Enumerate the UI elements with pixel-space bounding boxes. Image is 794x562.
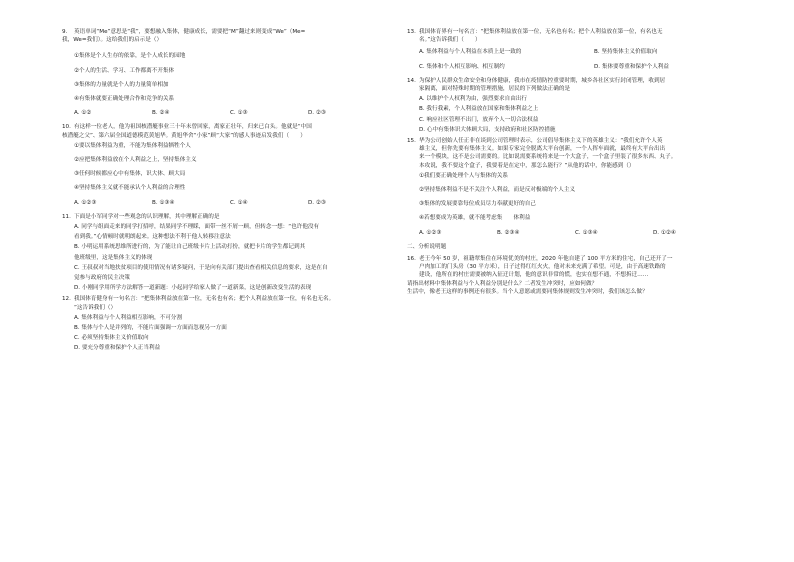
question-stem: 有这样一位老人，他为祖国核潜艇事业三十年未曾回家，离家正壮年，归来已白头。他就是“中国 — [74, 124, 312, 131]
option-d: D. 集体要尊重和保护个人利益 — [594, 63, 669, 70]
option-c: C. 集体和个人相互影响、相互制约 — [419, 63, 505, 70]
option-row — [419, 63, 752, 71]
question-number: 14. — [407, 77, 416, 84]
right-column — [407, 28, 752, 299]
question-15 — [407, 137, 752, 237]
question-number: 13. — [407, 29, 416, 35]
question-stem: 我，We=我们）。这给我们的启示是（） — [62, 37, 163, 44]
option-a: A. 以维护个人权利为由，强烈要求自由出行 — [419, 96, 527, 103]
question-stem: 建设，他所在的村庄需要被纳入征迁计划，他的意识非常的慌，也实在想不通，不想拆迁…… — [419, 272, 649, 279]
option-b-cont: 他班级里，这是集体主义的体现 — [74, 254, 153, 261]
option-b: B. 坚持集体主义价值取向 — [594, 49, 658, 56]
left-column — [62, 28, 407, 356]
statement-item: ①集体是个人生存的依靠，是个人成长的园地 — [74, 53, 186, 60]
question-13 — [407, 28, 752, 71]
answer-choices — [419, 229, 752, 237]
choice-b: B. ②④ — [152, 110, 170, 117]
statement-item: ④若想要成为英雄，就不能考虑集 体利益 — [419, 215, 531, 222]
option-c: C. 必须坚持集体主义价值取向 — [74, 335, 149, 342]
choice-c: C. ①④ — [230, 199, 248, 206]
question-stem: 户肉加工的门头房（30 平方米），日子过得红红火火，他对未来充满了希望。可是，由于高速铁路的 — [419, 264, 666, 271]
option-row — [419, 48, 752, 56]
statement-item: ①要以集体利益为重，不能为集体利益牺牲个人 — [74, 142, 191, 149]
question-stem: 下面是小军同学对一些观念的认识理解，其中理解正确的是 — [74, 213, 220, 220]
statement-item: ④坚持集体主义就不能承认个人利益的合理性 — [74, 185, 186, 192]
question-stem: 我国体育健身有一句名言：“把集体利益放在第一位，无名也有名；把个人利益放在第一位，有名也无名。 — [74, 296, 335, 303]
statement-item: ②坚持集体利益不是不关注个人利益，而是反对极端的个人主义 — [419, 187, 576, 194]
statement-item: ④有集体就要正确处理合作和竞争的关系 — [74, 96, 175, 103]
choice-c: C. ①③ — [230, 110, 248, 117]
option-d: D. 要充分尊重和保护个人正当利益 — [74, 345, 161, 352]
statement-item: ③集体的力量就是个人的力量简单相加 — [74, 81, 169, 88]
question-number: 9. — [62, 29, 68, 35]
question-stem: 老王今年 50 岁，祖籍翠集住在环境优美的村庄，2020 年他自建了 100 平方米的住宅，自己还开了一 — [419, 256, 673, 263]
question-12 — [62, 295, 407, 352]
option-d: D. 小刚同学用所学方法解答一道新题：小起同学给家人做了一道新菜，这是创新改变生活的表现 — [74, 285, 312, 292]
question-9 — [62, 28, 407, 117]
question-16 — [407, 255, 752, 296]
question-prompt: 生活中，像老王这样的事例还有很多。当个人意愿或需要同集体规则发生冲突时，我们该怎么做？ — [407, 288, 648, 295]
choice-c: C. ①③④ — [575, 229, 598, 236]
choice-b: B. ②③④ — [497, 229, 520, 236]
statement-item: ③任何时候都应心中有集体，识大体、顾大局 — [74, 171, 186, 178]
question-number: 11. — [62, 213, 71, 220]
choice-a: A. ①②③ — [74, 199, 97, 206]
choice-b: B. ①③④ — [152, 199, 175, 206]
choice-a: A. ①② — [74, 110, 92, 117]
question-stem: 核潜艇之父”、第六届全国道德模范黄旭华。黄旭华舍“小家”顾“大家”的感人事迹启发我们（ ） — [62, 132, 306, 139]
option-c-cont: 觉参与政府的民主决策 — [74, 275, 130, 282]
choice-d: D. ②③ — [308, 110, 326, 117]
option-b: B. 小明运用系统思维所进行的，为了能让自己班级卡片上活动打扮，就把卡片的学生都记到其 — [74, 244, 306, 251]
question-number: 10. — [62, 124, 71, 131]
question-stem: 华为公司创始人任正非在谈到公司管理时表示，公司倡导集体主义下的英雄主义：“我们允许个人英 — [419, 138, 663, 145]
question-10 — [62, 123, 407, 206]
question-prompt: 请指出材料中集体利益与个人利益分别是什么？二者发生冲突时，应如何做？ — [407, 280, 598, 287]
option-d: D. 心中有集体识大体顾大局，支持政府和社区防控措施 — [419, 126, 556, 133]
question-stem: 家隔离，面对特殊时期的管理措施，居民的下列做法正确的是 — [419, 86, 571, 93]
answer-choices — [74, 109, 407, 117]
option-a-cont: 看到我。”心情顿时就明朗起来。这种想法不利于他人转移注意法 — [74, 234, 231, 241]
question-stem: ”这告诉我们（） — [74, 304, 117, 311]
question-number: 12. — [62, 296, 71, 303]
question-stem: 为保护人民群众生命安全和身体健康，我市在疫情防控重要时期，城乡各社区实行封闭管理，收到居 — [419, 77, 666, 84]
statement-item: ③集体的发展要靠每位成员尽力奉献更好的自己 — [419, 201, 536, 208]
question-stem: 本攻说，我不要这个盒子，我要着是在定中，那怎么能行？”从他的话中，你能感到（） — [419, 162, 635, 169]
question-number: 16. — [407, 256, 416, 263]
choice-d: D. ①②④ — [653, 229, 676, 236]
question-11 — [62, 213, 407, 293]
question-stem: 名。”这告诉我们（ ） — [419, 37, 481, 44]
choice-d: D. ②③ — [308, 199, 326, 206]
question-number: 15. — [407, 138, 416, 145]
choice-a: A. ①②③ — [419, 229, 442, 236]
question-stem: 来一个模块，这不是公司需要的。比如说需要系统将来是一个大盒子，一个盒子里装了很多东西、丸子。 — [419, 154, 677, 161]
option-a: A. 集体利益与个人利益相互影响，不可分割 — [74, 314, 182, 321]
option-b: B. 我行我素，个人利益放在国家和集体利益之上 — [419, 106, 539, 113]
section-heading: 二、分析说明题 — [407, 243, 447, 250]
option-c: C. 王叔叔对当地扶贫项目的使用情况有诸多疑问，于是向有关部门提出查看相关信息的要求，这是在自 — [74, 264, 328, 271]
answer-choices — [74, 199, 407, 207]
question-stem: 我国体育界有一句名言：“把集体利益放在第一位，无名也有名；把个人利益放在第一位，有名也无 — [419, 29, 663, 35]
statement-item: ②个人的生活、学习、工作都离不开集体 — [74, 67, 175, 74]
statement-item: ①我们要正确处理个人与集体的关系 — [419, 172, 508, 179]
option-a: A. 同学与组面走来的同学打招呼，结果同学不理睬，面带一丝不屑一顾，但转念一想：“也许他没有 — [74, 224, 320, 231]
question-14 — [407, 77, 752, 134]
question-stem: 雄主义，但你先要有集体主义。如果专家完全脱离大平台创新，一个人挥车面就，最终有大平台出出 — [419, 146, 666, 153]
option-c: C. 响应社区管理不出门，放弃个人一切合法权益 — [419, 116, 539, 123]
statement-item: ②应把集体利益放在个人利益之上，坚持集体主义 — [74, 157, 197, 164]
option-b: B. 集体与个人是并列的，不能片面强调一方面而忽视另一方面 — [74, 325, 227, 332]
question-stem: 英语单词“Me”意思是“我”，要想融入集体，健康成长，需要把“M”翻过来则变成“We”（Me= — [74, 29, 306, 35]
option-a: A. 集体利益与个人利益在本质上是一致的 — [419, 49, 522, 56]
